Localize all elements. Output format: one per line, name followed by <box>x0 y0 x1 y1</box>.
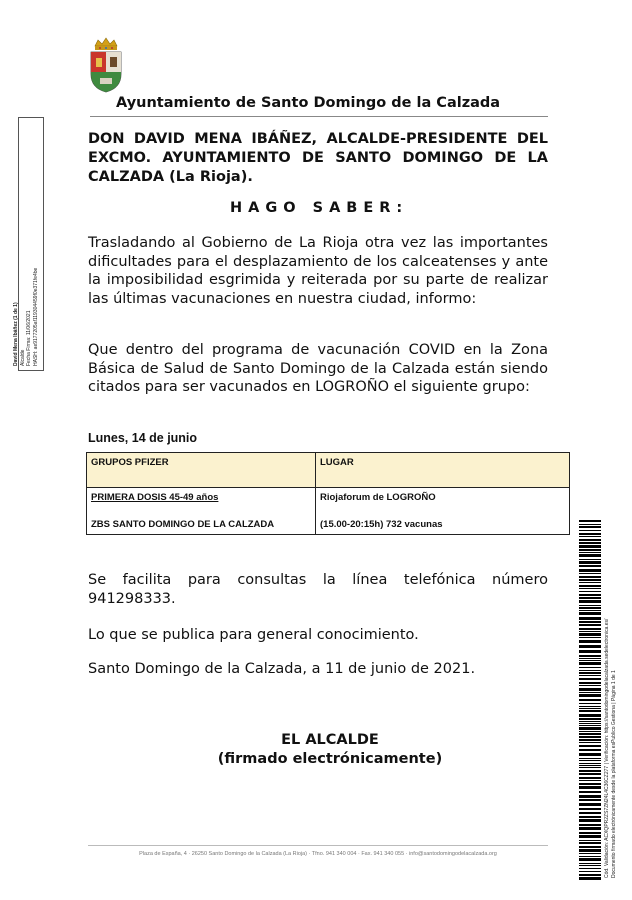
barcode-bar <box>579 731 601 732</box>
barcode-bar <box>579 871 601 872</box>
barcode-bar <box>579 645 601 648</box>
barcode-bar <box>579 565 601 567</box>
barcode-bar <box>579 582 601 583</box>
barcode-bar <box>579 832 601 834</box>
barcode-bar <box>579 569 601 572</box>
barcode-bar <box>579 723 601 724</box>
paragraph-program: Que dentro del programa de vacunación COVID en la Zona Básica de Salud de Santo Domingo de la Calzada están siendo citados para ser vacunados en LOGROÑO el siguiente grupo: <box>88 342 548 395</box>
verification-line2: Documento firmado electrónicamente desde la plataforma esPublico Gestiona | Página 1 de 1 <box>610 670 617 878</box>
barcode-bar <box>579 733 601 735</box>
zone-name: ZBS SANTO DOMINGO DE LA CALZADA <box>91 519 275 530</box>
barcode-bar <box>579 524 601 525</box>
barcode-bar <box>579 749 601 751</box>
document-heading: DON DAVID MENA IBÁÑEZ, ALCALDE-PRESIDENTE DEL EXCMO. AYUNTAMIENTO DE SANTO DOMINGO DE LA CALZADA (La Rioja). <box>88 131 548 185</box>
barcode-bar <box>579 591 601 592</box>
barcode-bar <box>579 718 601 720</box>
barcode-bar <box>579 703 601 704</box>
barcode-bar <box>579 594 601 596</box>
barcode-bar <box>579 835 601 838</box>
barcode-bar <box>579 742 601 743</box>
barcode-bar <box>579 552 601 553</box>
barcode-bar <box>579 694 601 697</box>
sign-title: EL ALCALDE <box>281 732 379 748</box>
barcode-bar <box>579 640 601 643</box>
barcode-bar <box>579 699 601 701</box>
verification-text <box>604 518 617 878</box>
barcode-bar <box>579 573 601 574</box>
barcode-bar <box>579 819 601 822</box>
barcode-bar <box>579 783 601 785</box>
barcode-bar <box>579 533 601 535</box>
barcode-bar <box>579 692 601 693</box>
barcode-bar <box>579 610 601 611</box>
barcode-bar <box>579 877 601 880</box>
barcode-bar <box>579 597 601 599</box>
barcode-bar <box>579 827 601 830</box>
table-header-row <box>87 453 570 488</box>
barcode-bar <box>579 760 601 761</box>
barcode-bar <box>579 672 601 674</box>
stamp-hash: HASH: ae9177205af119304459f0e371fe4be <box>32 267 39 366</box>
barcode-bar <box>579 808 601 810</box>
stamp-signer: David Mena Ibáñez (1 de 1) <box>13 302 19 366</box>
barcode-bar <box>579 549 601 551</box>
barcode-bar <box>579 865 601 866</box>
barcode-bar <box>579 579 601 581</box>
barcode-bar <box>579 530 601 531</box>
stamp-role: Alcalde <box>19 349 26 366</box>
barcode-bar <box>579 539 601 541</box>
barcode-bar <box>579 773 601 775</box>
barcode-bar <box>579 791 601 793</box>
barcode-bar <box>579 770 601 772</box>
barcode-bar <box>579 617 601 620</box>
header-divider <box>90 116 548 117</box>
paragraph-phone: Se facilita para consultas la línea telefónica número 941298333. <box>88 572 548 607</box>
stamp-date: Fecha Firma: 11/06/2021 <box>26 310 32 366</box>
barcode-bar <box>579 621 601 623</box>
table-cell-group <box>87 488 316 535</box>
barcode-bar <box>579 633 601 636</box>
barcode-bar <box>579 545 601 548</box>
barcode-bar <box>579 710 601 712</box>
barcode-bar <box>579 714 601 717</box>
barcode-bar <box>579 588 601 589</box>
group-name: PRIMERA DOSIS 45-49 años <box>91 492 219 503</box>
barcode-bar <box>579 612 601 615</box>
signature-block <box>190 731 470 769</box>
barcode-bar <box>579 576 601 578</box>
barcode-bar <box>579 853 601 854</box>
barcode-bar <box>579 725 601 726</box>
barcode-bar <box>579 520 601 522</box>
barcode-bar <box>579 667 601 668</box>
barcode-bar <box>579 795 601 798</box>
barcode-bar <box>579 542 601 544</box>
hago-saber-title: HAGO SABER: <box>230 200 409 216</box>
barcode-bar <box>579 607 601 609</box>
barcode-bar <box>579 874 601 876</box>
barcode-bar <box>579 650 601 653</box>
barcode-bar <box>579 631 601 632</box>
barcode-bar <box>579 803 601 806</box>
table-header-place: LUGAR <box>316 453 570 488</box>
barcode-bar <box>579 526 601 528</box>
barcode-bar <box>579 786 601 789</box>
barcode-bar <box>579 561 601 564</box>
paragraph-date-place: Santo Domingo de la Calzada, a 11 de junio de 2021. <box>88 661 476 677</box>
footer-address: Plaza de España, 4 · 26250 Santo Domingo de la Calzada (La Rioja) · Tfno. 941 340 004 · Fax. 941 340 055 · info@santodomingodelacalzada.org <box>139 851 497 857</box>
barcode-bar <box>579 780 601 781</box>
barcode-bar <box>579 685 601 686</box>
barcode-bar <box>579 840 601 841</box>
barcode-bar <box>579 739 601 741</box>
barcode-bar <box>579 655 601 657</box>
barcode-bar <box>579 777 601 779</box>
barcode-bar <box>579 628 601 630</box>
barcode-bar <box>579 765 601 766</box>
barcode-bar <box>579 688 601 691</box>
barcode-bar <box>579 842 601 844</box>
barcode-bar <box>579 727 601 730</box>
barcode-bar <box>579 706 601 707</box>
footer-divider <box>88 845 548 846</box>
paragraph-publish: Lo que se publica para general conocimiento. <box>88 627 419 643</box>
barcode-bar <box>579 824 601 826</box>
table-cell-place <box>316 488 570 535</box>
barcode-bar <box>579 849 601 852</box>
date-label: Lunes, 14 de junio <box>88 431 198 445</box>
vaccination-table <box>86 452 570 535</box>
barcode-bar <box>579 678 601 680</box>
barcode-bar <box>579 675 601 676</box>
paragraph-intro: Trasladando al Gobierno de La Rioja otra vez las importantes dificultades para el desplazamiento de los calceatenses y ante la imposibilidad esgrimida y reiterada por su parte de realizar las últimas vacunaciones en nuestra ciudad, informo: <box>88 235 548 307</box>
table-header-groups: GRUPOS PFIZER <box>87 453 316 488</box>
barcode-bar <box>579 624 601 626</box>
barcode-bar <box>579 708 601 709</box>
municipality-header: Ayuntamiento de Santo Domingo de la Calzada <box>116 95 501 111</box>
barcode-bar <box>579 758 601 759</box>
barcode-bar <box>579 536 601 537</box>
verification-line1: Cód. Validación: ACXQPR2ZS7ZN24L4C36CZ277 | Verificación: https://santodomingodelacalzada.sedelectronica.es/ <box>604 618 610 878</box>
barcode-bar <box>579 585 601 587</box>
barcode-bar <box>579 605 601 606</box>
barcode-bar <box>579 721 601 722</box>
barcode-bar <box>579 670 601 671</box>
barcode-bar <box>579 863 601 864</box>
barcode-bar <box>579 763 601 764</box>
barcode-bar <box>579 856 601 857</box>
barcode-bar <box>579 753 601 756</box>
coat-of-arms-logo <box>86 36 126 94</box>
barcode-bar <box>579 554 601 557</box>
barcode-bar <box>579 637 601 638</box>
sign-note: (firmado electrónicamente) <box>217 751 443 767</box>
barcode-bar <box>579 600 601 603</box>
place-name: Riojaforum de LOGROÑO <box>320 492 436 503</box>
barcode-bar <box>579 736 601 738</box>
barcode-bar <box>579 868 601 869</box>
barcode-bar <box>579 799 601 801</box>
barcode-bar <box>579 658 601 659</box>
schedule-text: (15.00-20:15h) 732 vacunas <box>320 519 443 530</box>
barcode-bar <box>579 858 601 861</box>
table-row <box>87 488 570 535</box>
barcode-bar <box>579 846 601 848</box>
barcode-bar <box>579 559 601 560</box>
barcode-bar <box>579 662 601 665</box>
signature-stamp <box>13 117 44 371</box>
barcode-bar <box>579 812 601 814</box>
barcode-bar <box>579 660 601 661</box>
barcode-bar <box>579 767 601 768</box>
barcode-bar <box>579 745 601 747</box>
barcode-bar <box>579 682 601 684</box>
barcode-bar <box>579 816 601 818</box>
